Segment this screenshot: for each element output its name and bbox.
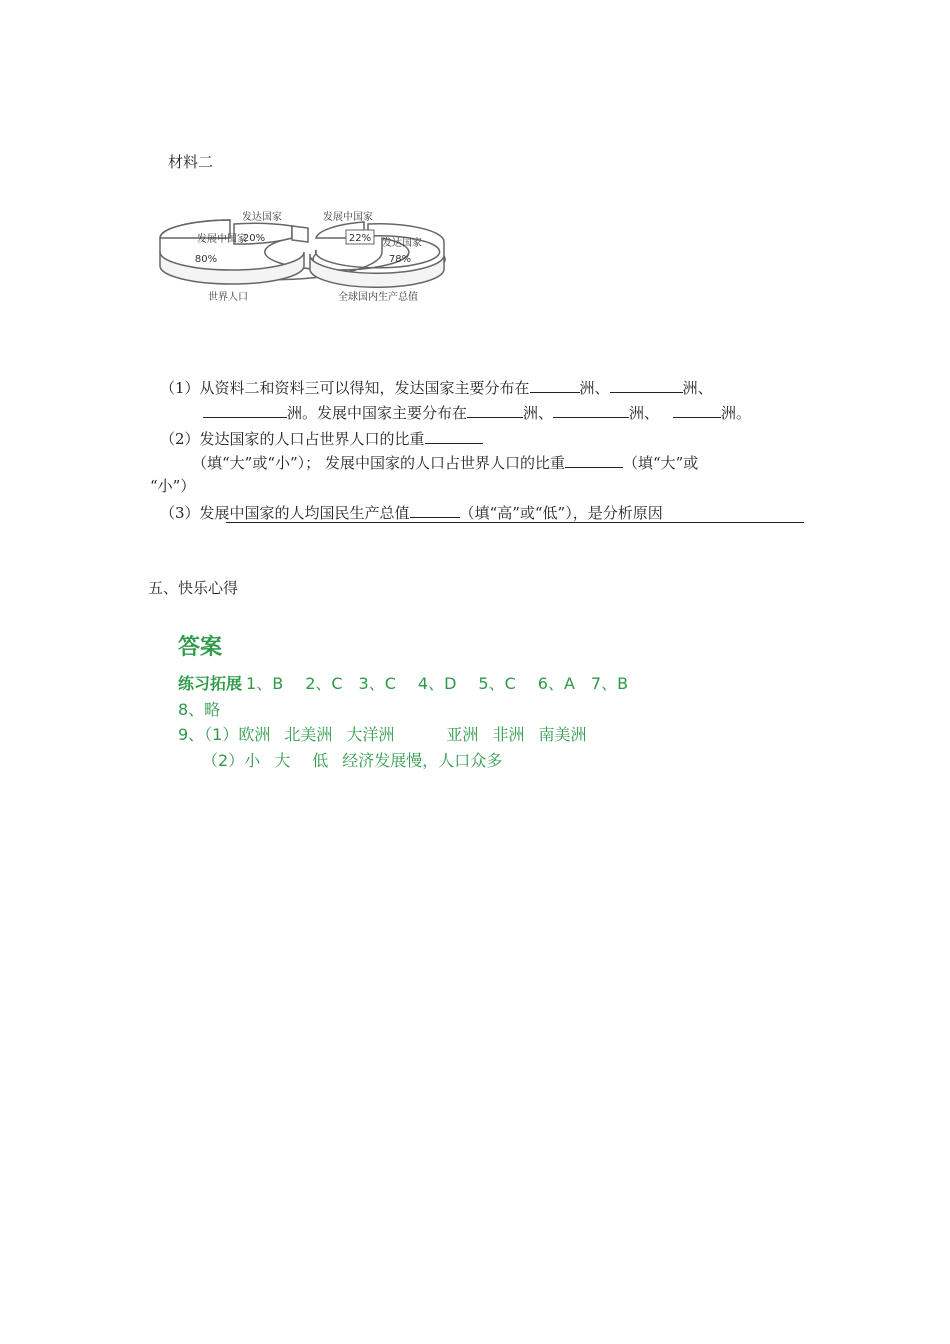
q1-text-b: 洲、 bbox=[579, 379, 610, 397]
question-1-line-2 bbox=[203, 402, 751, 423]
q1-text-g: 洲。 bbox=[721, 404, 752, 422]
q2-text-b: （填“大”或“小”）； 发展中国家的人口占世界人口的比重 bbox=[192, 454, 565, 472]
practice-label: 练习拓展 bbox=[178, 674, 243, 693]
practice-item: 3、C bbox=[358, 674, 396, 693]
answer-item-9-line-1 bbox=[178, 724, 586, 746]
q1-blank-1[interactable] bbox=[530, 377, 580, 393]
item9-answer: 欧洲 bbox=[238, 725, 271, 744]
right-pie-developed-percent: 78% bbox=[388, 254, 412, 265]
left-pie-dev-percent: 80% bbox=[194, 254, 218, 265]
practice-item: 7、B bbox=[590, 674, 629, 693]
q2-text-c: （填“大”或 bbox=[622, 454, 699, 472]
q1-blank-2[interactable] bbox=[610, 377, 683, 393]
q3-blank-1[interactable] bbox=[410, 502, 460, 518]
item9-answer: 非洲 bbox=[492, 725, 525, 744]
question-2-line-2 bbox=[192, 452, 698, 473]
q1-blank-6[interactable] bbox=[673, 402, 721, 418]
answers-title: 答案 bbox=[178, 635, 223, 660]
q1-text-f: 洲、 bbox=[629, 404, 660, 422]
item9-answer: 大洋洲 bbox=[346, 725, 395, 744]
right-pie-dev-label: 发展中国家 bbox=[323, 212, 373, 223]
practice-item: 4、D bbox=[417, 674, 457, 693]
q1-blank-5[interactable] bbox=[553, 402, 629, 418]
q2-blank-1[interactable] bbox=[425, 428, 483, 444]
item9-answer: 亚洲 bbox=[446, 725, 479, 744]
left-pie-developed-percent: 20% bbox=[242, 233, 266, 244]
practice-item: 1、B bbox=[246, 674, 284, 693]
left-pie-developed-label: 发达国家 bbox=[242, 212, 282, 223]
practice-answers-line bbox=[178, 673, 628, 695]
question-2-line-3: “小”） bbox=[150, 477, 196, 495]
q1-text-d: 洲。发展中国家主要分布在 bbox=[287, 404, 468, 422]
item9-answer: 北美洲 bbox=[284, 725, 333, 744]
practice-item: 6、A bbox=[537, 674, 575, 693]
item9-answer: 经济发展慢，人口众多 bbox=[342, 751, 503, 770]
item9-answer: 大 bbox=[274, 751, 291, 770]
item9-line2-prefix: （2） bbox=[202, 751, 245, 770]
question-2-line-1 bbox=[160, 428, 483, 449]
practice-item: 5、C bbox=[478, 674, 516, 693]
item9-answer: 低 bbox=[312, 751, 329, 770]
global-gdp-pie bbox=[310, 210, 445, 303]
q3-text-b: （填“高”或“低”），是分析原因 bbox=[459, 504, 663, 522]
q1-blank-4[interactable] bbox=[467, 402, 523, 418]
q1-text-e: 洲、 bbox=[523, 404, 554, 422]
right-pie-caption: 全球国内生产总值 bbox=[338, 292, 418, 303]
q3-answer-line[interactable] bbox=[226, 522, 804, 523]
question-3-line bbox=[160, 502, 663, 523]
question-1-line-1 bbox=[160, 377, 713, 398]
q3-text-a: （3）发展中国家的人均国民生产总值 bbox=[160, 504, 410, 522]
q1-text-c: 洲、 bbox=[682, 379, 713, 397]
material-label: 材料二 bbox=[168, 153, 214, 171]
left-pie-caption: 世界人口 bbox=[208, 292, 248, 303]
item9-prefix: 9、（1） bbox=[178, 725, 239, 744]
q2-text-a: （2）发达国家的人口占世界人口的比重 bbox=[160, 430, 425, 448]
q2-blank-2[interactable] bbox=[565, 452, 623, 468]
item9-answer: 小 bbox=[244, 751, 261, 770]
left-pie-dev-label: 发展中国家 bbox=[197, 234, 247, 245]
q1-blank-3[interactable] bbox=[203, 402, 287, 418]
q1-text-a: （1）从资料二和资料三可以得知，发达国家主要分布在 bbox=[160, 379, 530, 397]
answer-item-8: 8、略 bbox=[178, 700, 221, 719]
pie-figure bbox=[150, 208, 460, 308]
practice-item: 2、C bbox=[305, 674, 343, 693]
item9-answer: 南美洲 bbox=[538, 725, 587, 744]
right-pie-developed-label: 发达国家 bbox=[382, 238, 422, 249]
section-five-heading: 五、快乐心得 bbox=[148, 579, 239, 597]
right-pie-dev-percent: 22% bbox=[348, 233, 372, 244]
answer-item-9-line-2 bbox=[202, 750, 502, 772]
